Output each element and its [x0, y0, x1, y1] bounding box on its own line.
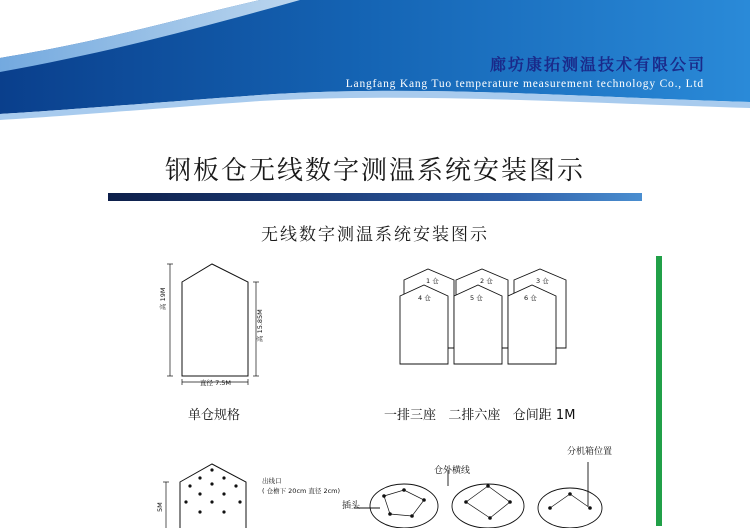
single-silo-diameter: 直径 7.5M — [200, 379, 232, 387]
silo-label-2: 2 仓 — [480, 277, 493, 285]
silo-label-1: 1 仓 — [426, 277, 439, 285]
silo-label-3: 3 仓 — [536, 277, 549, 285]
single-silo-caption: 单仓规格 — [188, 408, 241, 423]
company-name-cn: 廊坊康拓测温技术有限公司 — [489, 55, 706, 74]
install-height-label: 5M — [156, 502, 164, 512]
outlet-note: ( 仓檐下 20cm 直径 2cm) — [262, 487, 341, 495]
outlet-label: 出线口 — [262, 477, 282, 485]
cable-layout-drawing — [340, 456, 640, 526]
extension-box-label: 分机箱位置 — [567, 447, 613, 457]
section-subtitle: 无线数字测温系统安装图示 — [261, 225, 489, 245]
single-silo-height-right: 高 15.85M — [256, 309, 264, 342]
page-title: 钢板仓无线数字测温系统安装图示 — [164, 156, 585, 186]
company-name-en: Langfang Kang Tuo temperature measurement technology Co., Ltd — [345, 78, 704, 90]
silo-group-caption: 一排三座 二排六座 仓间距 1M — [384, 408, 576, 423]
silo-group-drawing — [394, 266, 594, 376]
silo-label-4: 4 仓 — [418, 294, 431, 302]
single-silo-height-left: 高 19M — [159, 287, 167, 310]
header-banner — [0, 0, 750, 120]
install-silo-drawing — [156, 458, 266, 528]
plug-label: 插头 — [342, 501, 361, 511]
title-underline-bar — [108, 193, 642, 201]
silo-label-5: 5 仓 — [470, 294, 483, 302]
silo-label-6: 6 仓 — [524, 294, 537, 302]
green-side-bar — [656, 256, 662, 526]
outside-line-label: 仓外横线 — [434, 466, 471, 476]
